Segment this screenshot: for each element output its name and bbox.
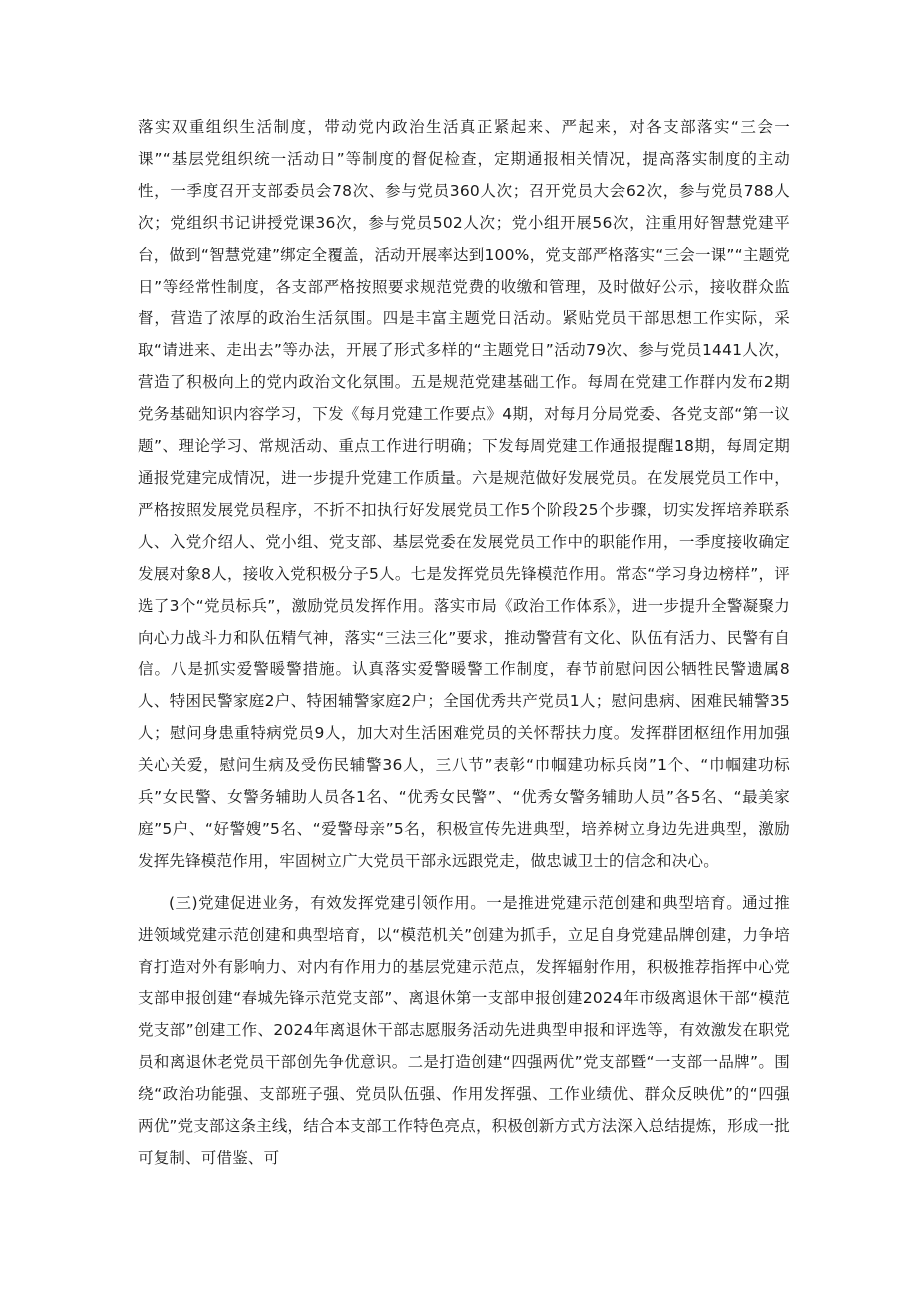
body-paragraph-section-three: (三)党建促进业务，有效发挥党建引领作用。一是推进党建示范创建和典型培育。通过推进领域党建示范创建和典型培育，以“模范机关”创建为抓手，立足自身党建品牌创建，力争培育打造对外有影响力、对内有作用力的基层党建示范点，发挥辐射作用，积极推荐指挥中心党支部申报创建“春城先锋示范党支部”、离退休第一支部申报创建2024年市级离退休干部“模范党支部”创建工作、2024年离退休干部志愿服务活动先进典型申报和评选等，有效激发在职党员和离退休老党员干部创先争优意识。二是打造创建“四强两优”党支部暨“一支部一品牌”。围绕“政治功能强、支部班子强、党员队伍强、作用发挥强、工作业绩优、群众反映优”的“四强两优”党支部这条主线，结合本支部工作特色亮点，积极创新方式方法深入总结提炼，形成一批可复制、可借鉴、可 [138, 893, 790, 1167]
document-page [138, 112, 790, 1175]
body-paragraph-continued: 落实双重组织生活制度，带动党内政治生活真正紧起来、严起来，对各支部落实“三会一课”“基层党组织统一活动日”等制度的督促检查，定期通报相关情况，提高落实制度的主动性，一季度召开支部委员会78次、参与党员360人次；召开党员大会62次，参与党员788人次；党组织书记讲授党课36次，参与党员502人次；党小组开展56次，注重用好智慧党建平台，做到“智慧党建”绑定全覆盖，活动开展率达到100%，党支部严格落实“三会一课”“主题党日”等经常性制度，各支部严格按照要求规范党费的收缴和管理，及时做好公示，接收群众监督，营造了浓厚的政治生活氛围。四是丰富主题党日活动。紧贴党员干部思想工作实际，采取“请进来、走出去”等办法，开展了形式多样的“主题党日”活动79次、参与党员1441人次，营造了积极向上的党内政治文化氛围。五是规范党建基础工作。每周在党建工作群内发布2期党务基础知识内容学习，下发《每月党建工作要点》4期，对每月分局党委、各党支部“第一议题”、理论学习、常规活动、重点工作进行明确；下发每周党建工作通报提醒18期，每周定期通报党建完成情况，进一步提升党建工作质量。六是规范做好发展党员。在发展党员工作中，严格按照发展党员程序，不折不扣执行好发展党员工作5个阶段25个步骤，切实发挥培养联系人、入党介绍人、党小组、党支部、基层党委在发展党员工作中的职能作用，一季度接收确定发展对象8人，接收入党积极分子5人。七是发挥党员先锋模范作用。常态“学习身边榜样”，评选了3个“党员标兵”，激励党员发挥作用。落实市局《政治工作体系》，进一步提升全警凝聚力向心力战斗力和队伍精气神，落实“三法三化”要求，推动警营有文化、队伍有活力、民警有自信。八是抓实爱警暖警措施。认真落实爱警暖警工作制度，春节前慰问因公牺牲民警遗属8人、特困民警家庭2户、特困辅警家庭2户；全国优秀共产党员1人；慰问患病、困难民辅警35人；慰问身患重特病党员9人，加大对生活困难党员的关怀帮扶力度。发挥群团枢纽作用加强关心关爱，慰问生病及受伤民辅警36人，三八节”表彰“巾帼建功标兵岗”1个、“巾帼建功标兵”女民警、女警务辅助人员各1名、“优秀女民警”、“优秀女警务辅助人员”各5名、“最美家庭”5户、“好警嫂”5名、“爱警母亲”5名，积极宣传先进典型，培养树立身边先进典型，激励发挥先锋模范作用，牢固树立广大党员干部永远跟党走，做忠诚卫士的信念和决心。 [138, 118, 790, 870]
